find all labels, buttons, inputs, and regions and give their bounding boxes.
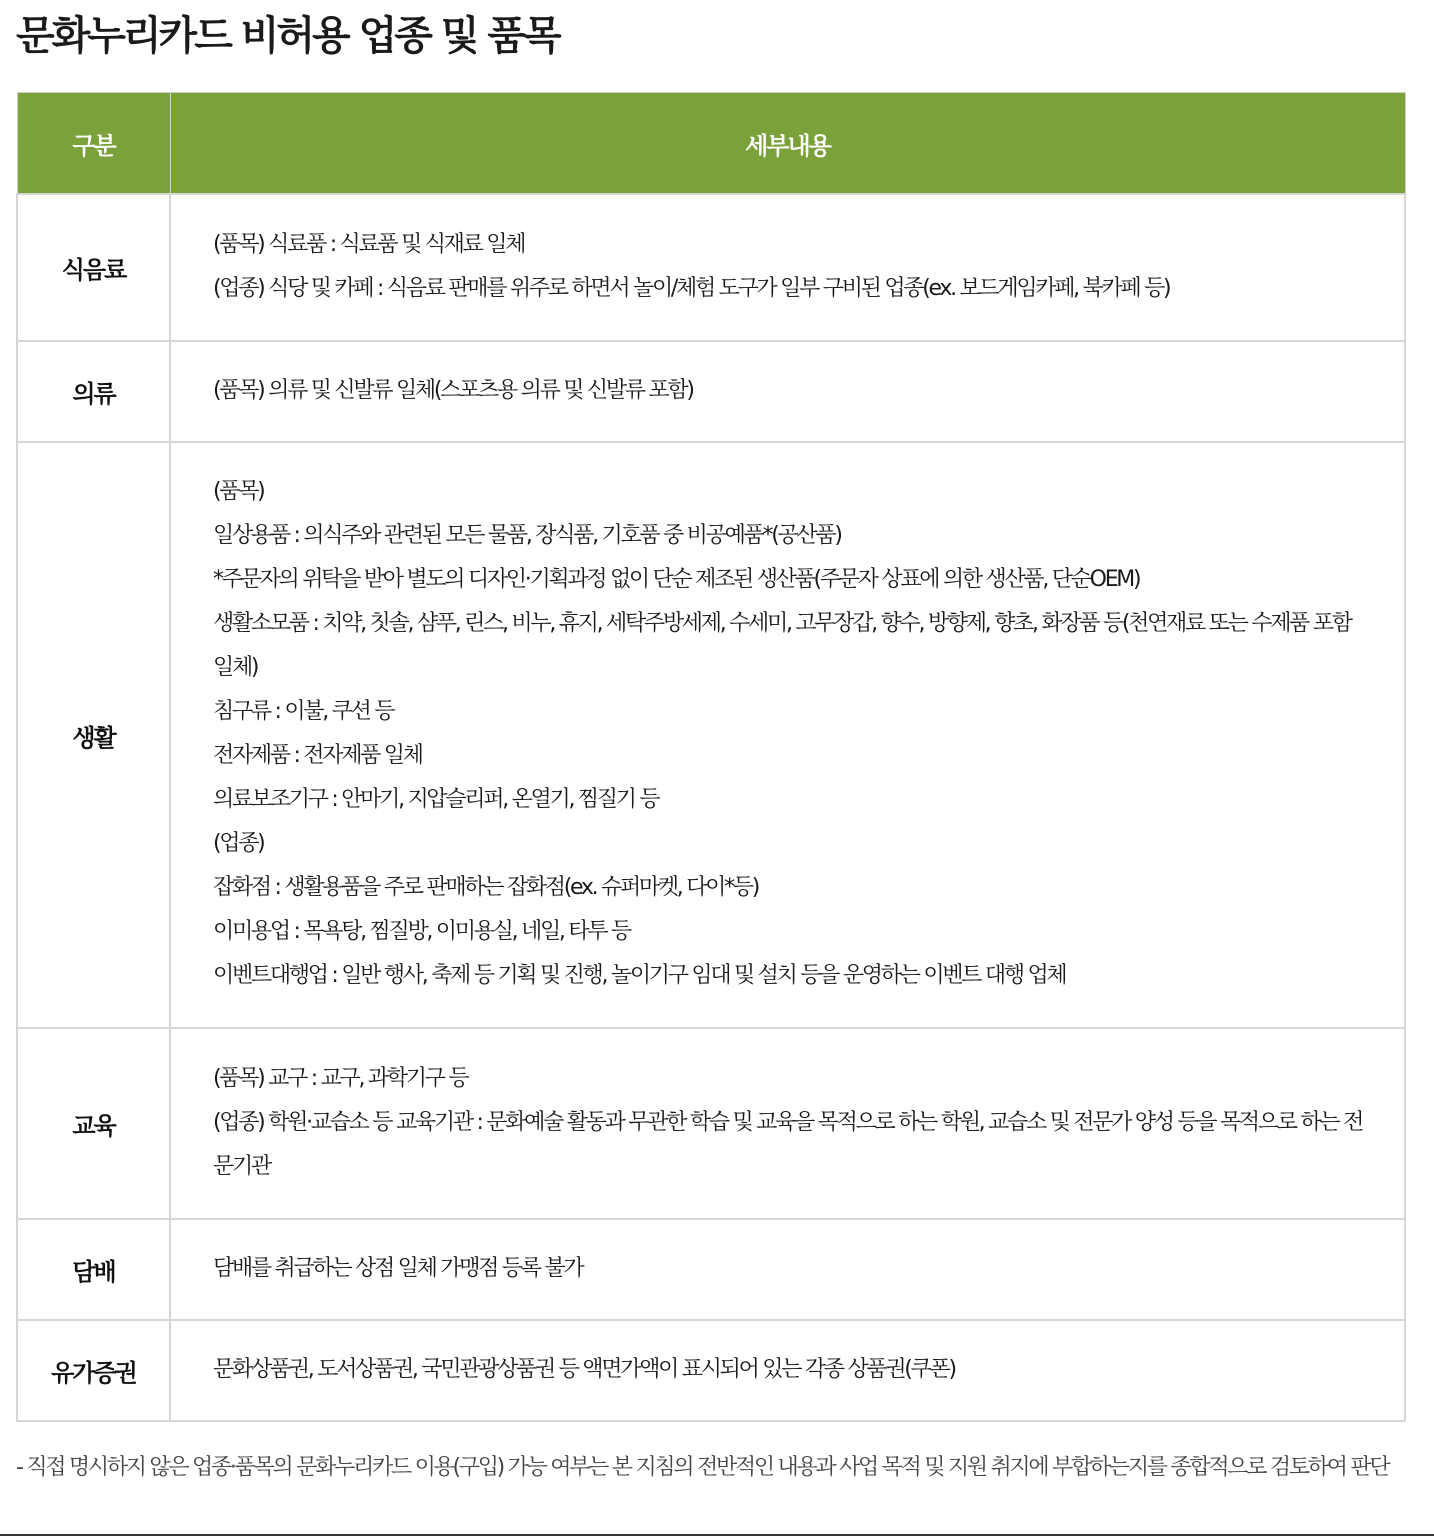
details-cell xyxy=(170,1028,1405,1219)
page-title: 문화누리카드 비허용 업종 및 품목 xyxy=(16,13,559,59)
details-cell xyxy=(170,442,1405,1028)
category-cell: 식음료 xyxy=(17,194,170,341)
detail-line: 담배를 취급하는 상점 일체 가맹점 등록 불가 xyxy=(213,1255,583,1281)
exclusion-table xyxy=(16,92,1406,1422)
details-cell xyxy=(170,341,1405,442)
category-cell: 담배 xyxy=(17,1219,170,1320)
detail-line: (품목) 교구 : 교구, 과학기구 등 xyxy=(213,1065,468,1091)
category-cell: 생활 xyxy=(17,442,170,1028)
detail-line: (업종) xyxy=(213,831,264,856)
category-cell: 교육 xyxy=(17,1028,170,1219)
table-row xyxy=(17,341,1405,442)
table-row xyxy=(17,1028,1405,1219)
detail-line: (업종) 식당 및 카페 : 식음료 판매를 위주로 하면서 놀이/체험 도구가 일부 구비된 업종(ex. 보드게임카페, 북카페 등) xyxy=(213,275,1170,301)
detail-line: 침구류 : 이불, 쿠션 등 xyxy=(213,699,394,724)
detail-line: (업종) 학원·교습소 등 교육기관 : 문화예술 활동과 무관한 학습 및 교육을 목적으로 하는 학원, 교습소 및 전문가 양성 등을 목적으로 하는 전문기관 xyxy=(213,1109,1363,1179)
detail-line: (품목) xyxy=(213,479,264,504)
table-row xyxy=(17,1320,1405,1421)
detail-line: 잡화점 : 생활용품을 주로 판매하는 잡화점(ex. 슈퍼마켓, 다이*등) xyxy=(213,875,759,900)
detail-line: 의료보조기구 : 안마기, 지압슬리퍼, 온열기, 찜질기 등 xyxy=(213,787,659,812)
details-cell xyxy=(170,194,1405,341)
table-row xyxy=(17,194,1405,341)
table-row xyxy=(17,442,1405,1028)
detail-line: 전자제품 : 전자제품 일체 xyxy=(213,743,422,768)
detail-line: 문화상품권, 도서상품권, 국민관광상품권 등 액면가액이 표시되어 있는 각종 상품권(쿠폰) xyxy=(213,1356,955,1382)
detail-line: 이미용업 : 목욕탕, 찜질방, 이미용실, 네일, 타투 등 xyxy=(213,919,630,944)
detail-line: (품목) 의류 및 신발류 일체(스포츠용 의류 및 신발류 포함) xyxy=(213,377,693,403)
detail-line: 생활소모품 : 치약, 칫솔, 샴푸, 린스, 비누, 휴지, 세탁주방세제, 수세미, 고무장갑, 향수, 방향제, 향초, 화장품 등(천연재료 또는 수제품 포함 일체) xyxy=(213,611,1351,680)
header-category: 구분 xyxy=(17,93,170,195)
detail-line: 일상용품 : 의식주와 관련된 모든 물품, 장식품, 기호품 중 비공예품*(공산품) xyxy=(213,523,841,548)
category-cell: 의류 xyxy=(17,341,170,442)
details-cell xyxy=(170,1320,1405,1421)
footnote: - 직접 명시하지 않은 업종·품목의 문화누리카드 이용(구입) 가능 여부는 본 지침의 전반적인 내용과 사업 목적 및 지원 취지에 부합하는지를 종합적으로 검토하여 판단 xyxy=(16,1455,1389,1480)
category-cell: 유가증권 xyxy=(17,1320,170,1421)
detail-line: (품목) 식료품 : 식료품 및 식재료 일체 xyxy=(213,231,525,257)
detail-line: 이벤트대행업 : 일반 행사, 축제 등 기획 및 진행, 놀이기구 임대 및 설치 등을 운영하는 이벤트 대행 업체 xyxy=(213,963,1066,988)
header-details: 세부내용 xyxy=(170,93,1405,195)
table-row xyxy=(17,1219,1405,1320)
table-header-row xyxy=(17,93,1405,195)
details-cell xyxy=(170,1219,1405,1320)
detail-line: *주문자의 위탁을 받아 별도의 디자인·기획과정 없이 단순 제조된 생산품(주문자 상표에 의한 생산품, 단순OEM) xyxy=(213,567,1140,592)
